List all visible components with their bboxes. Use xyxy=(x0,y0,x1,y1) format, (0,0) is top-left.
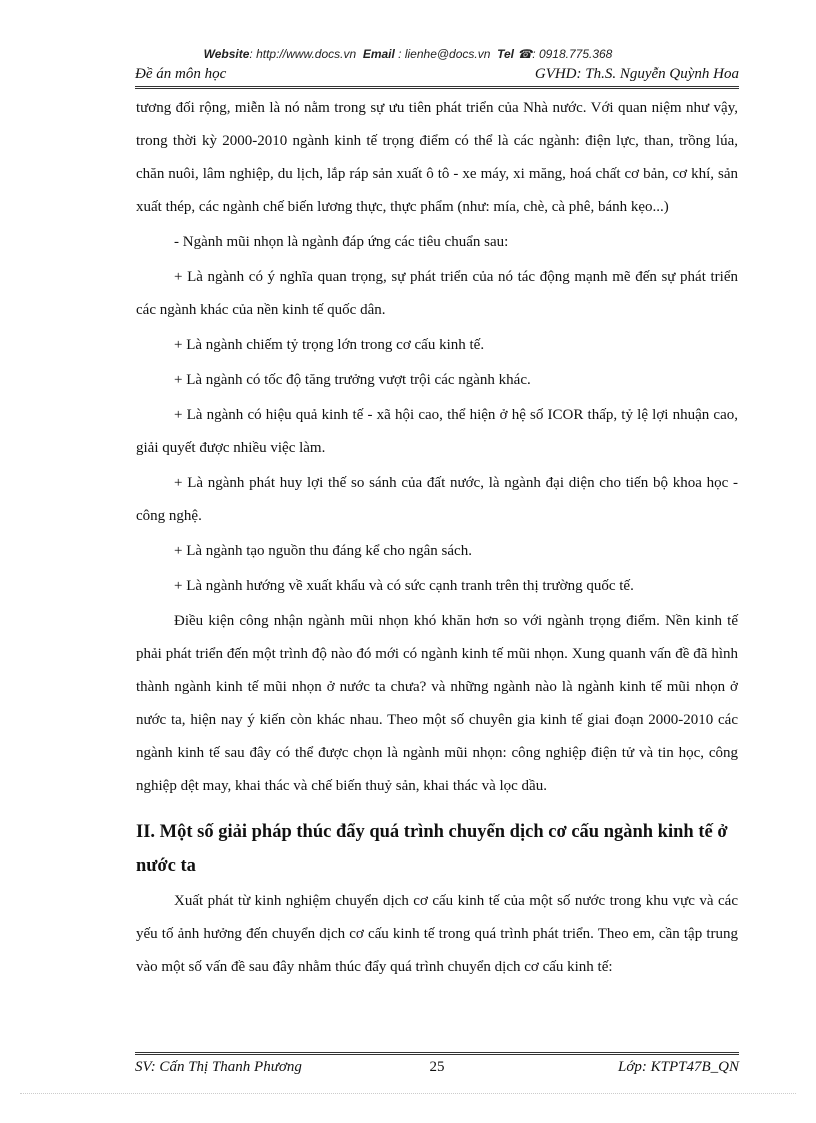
paragraph-conditions: Điều kiện công nhận ngành mũi nhọn khó khăn hơn so với ngành trọng điểm. Nền kinh tế phải phát triển đến một trình độ nào đó mới có ngành kinh tế mũi nhọn. Xung quanh vấn đề đã hình thành ngành kinh tế mũi nhọn ở nước ta chưa? và những ngành nào là ngành kinh tế mũi nhọn ở nước ta, hiện nay ý kiến còn khác nhau. Theo một số chuyên gia kinh tế giai đoạn 2000-2010 các ngành kinh tế sau đây có thể được chọn là ngành mũi nhọn: công nghiệp điện tử và tin học, công nghiệp dệt may, khai thác và chế biến thuỷ sản, khai thác và lọc dầu. xyxy=(136,613,738,794)
page-footer xyxy=(135,1052,739,1079)
page-number: 25 xyxy=(429,1059,445,1075)
footer-student: SV: Cấn Thị Thanh Phương xyxy=(135,1059,302,1075)
website-label: Website xyxy=(203,47,250,61)
tel-value: : 0918.775.368 xyxy=(532,47,613,61)
criteria-item: + Là ngành chiếm tỷ trọng lớn trong cơ cấu kinh tế. xyxy=(174,337,485,353)
criteria-item: + Là ngành có ý nghĩa quan trọng, sự phát triển của nó tác động mạnh mẽ đến sự phát triển các ngành khác của nền kinh tế quốc dân. xyxy=(136,269,738,318)
page-body xyxy=(136,92,738,984)
paragraph-intro: tương đối rộng, miễn là nó nằm trong sự ưu tiên phát triển của Nhà nước. Với quan niệm như vậy, trong thời kỳ 2000-2010 ngành kinh tế trọng điểm có thể là các ngành: điện lực, than, trồng lúa, chăn nuôi, lâm nghiệp, du lịch, lắp ráp sản xuất ô tô - xe máy, xi măng, hoá chất cơ bản, cơ khí, sản xuất thép, các ngành chế biến lương thực, thực phẩm (như: mía, chè, cà phê, bánh kẹo...) xyxy=(136,100,738,215)
email-label: Email xyxy=(362,47,395,61)
phone-icon: ☎ xyxy=(517,47,533,61)
header-supervisor: GVHD: Th.S. Nguyễn Quỳnh Hoa xyxy=(534,66,739,82)
website-value: : http://www.docs.vn xyxy=(249,47,357,61)
section-heading: II. Một số giải pháp thúc đẩy quá trình chuyển dịch cơ cấu ngành kinh tế ở nước ta xyxy=(136,822,728,876)
criteria-item: + Là ngành tạo nguồn thu đáng kể cho ngân sách. xyxy=(174,543,472,559)
email-value: : lienhe@docs.vn xyxy=(398,47,491,61)
criteria-item: + Là ngành có hiệu quả kinh tế - xã hội cao, thể hiện ở hệ số ICOR thấp, tỷ lệ lợi nhuận cao, giải quyết được nhiều việc làm. xyxy=(136,407,738,456)
page-bottom-divider xyxy=(20,1093,796,1094)
tel-label: Tel xyxy=(497,47,514,61)
header-course-title: Đề án môn học xyxy=(135,66,227,82)
paragraph-criteria-lead: - Ngành mũi nhọn là ngành đáp ứng các tiêu chuẩn sau: xyxy=(174,234,509,250)
criteria-item: + Là ngành phát huy lợi thế so sánh của đất nước, là ngành đại diện cho tiến bộ khoa học - công nghệ. xyxy=(136,475,738,524)
paragraph-section-intro: Xuất phát từ kinh nghiệm chuyển dịch cơ cấu kinh tế của một số nước trong khu vực và các yếu tố ảnh hưởng đến chuyển dịch cơ cấu kinh tế trong quá trình phát triển. Theo em, cần tập trung vào một số vấn đề sau đây nhằm thúc đẩy quá trình chuyển dịch cơ cấu kinh tế: xyxy=(136,893,738,975)
criteria-item: + Là ngành có tốc độ tăng trưởng vượt trội các ngành khác. xyxy=(174,372,531,388)
page-header xyxy=(135,66,739,89)
website-banner xyxy=(0,47,816,61)
criteria-item: + Là ngành hướng về xuất khẩu và có sức cạnh tranh trên thị trường quốc tế. xyxy=(174,578,634,594)
footer-class: Lớp: KTPT47B_QN xyxy=(618,1059,739,1075)
